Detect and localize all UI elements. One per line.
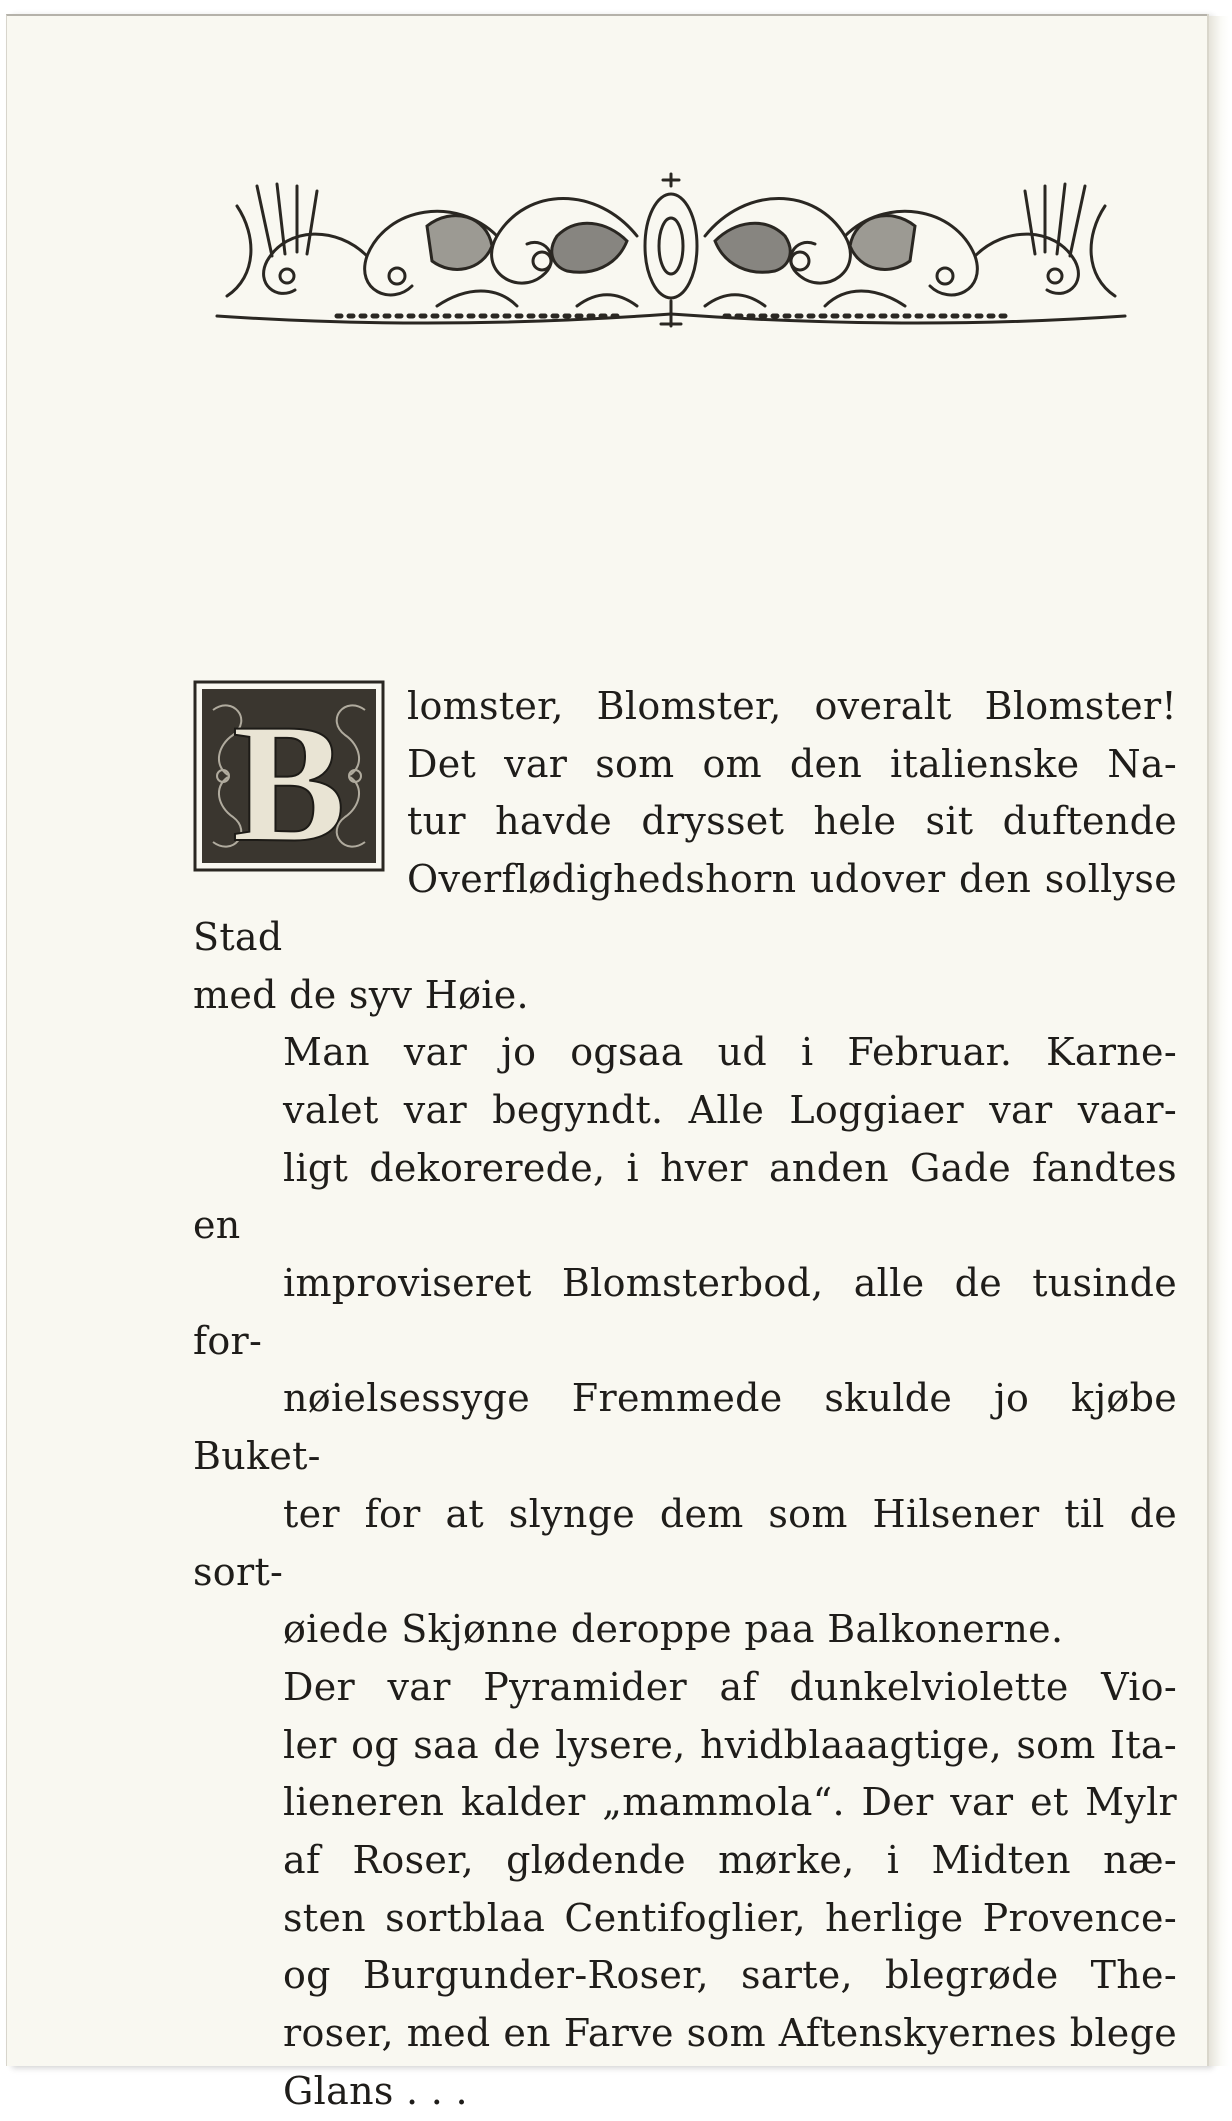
text-line: nøielsessyge Fremmede skulde jo kjøbe Buket- [193, 1376, 1177, 1479]
text-line: ter for at slynge dem som Hilsener til de sort- [193, 1491, 1177, 1594]
text-line: med de syv Høie. [193, 972, 529, 1017]
book-page [6, 14, 1207, 2113]
text-line: Glans . . . [283, 2068, 468, 2113]
paragraph-2 [193, 1024, 1177, 1659]
text-line: tur havde drysset hele sit duftende [407, 799, 1177, 844]
text-line: roser, med en Farve som Aftenskyernes blege [283, 2011, 1177, 2056]
text-line: Der var Pyramider af dunkelviolette Vio- [283, 1664, 1177, 1709]
text-line: Overflødighedshorn udover den sollyse Stad [193, 857, 1177, 959]
text-block [193, 678, 1177, 2121]
text-line: af Roser, glødende mørke, i Midten næ- [283, 1838, 1177, 1883]
text-line: lieneren kalder „mammola“. Der var et Mylr [283, 1780, 1177, 1825]
text-line: improviseret Blomsterbod, alle de tusinde for- [193, 1261, 1177, 1363]
drop-cap-letter: B [232, 689, 346, 872]
text-line: valet var begyndt. Alle Loggiaer var vaar- [283, 1087, 1177, 1132]
text-line: ligt dekorerede, i hver anden Gade fandtes en [193, 1145, 1177, 1248]
ornamental-headpiece-icon [197, 166, 1145, 351]
text-line: Man var jo ogsaa ud i Februar. Karne- [283, 1030, 1177, 1075]
text-line: sten sortblaa Centifoglier, herlige Provence- [283, 1895, 1177, 1940]
paragraph-3 [193, 1659, 1177, 2121]
text-line: og Burgunder-Roser, sarte, blegrøde The- [283, 1953, 1177, 1998]
text-line: lomster, Blomster, overalt Blomster! [407, 684, 1177, 728]
text-line: øiede Skjønne deroppe paa Balkonerne. [283, 1607, 1064, 1652]
text-line: Det var som om den italienske Na- [407, 741, 1177, 786]
decorated-initial-icon [193, 680, 385, 872]
text-line: ler og saa de lysere, hvidblaaagtige, som Ita- [283, 1722, 1177, 1767]
